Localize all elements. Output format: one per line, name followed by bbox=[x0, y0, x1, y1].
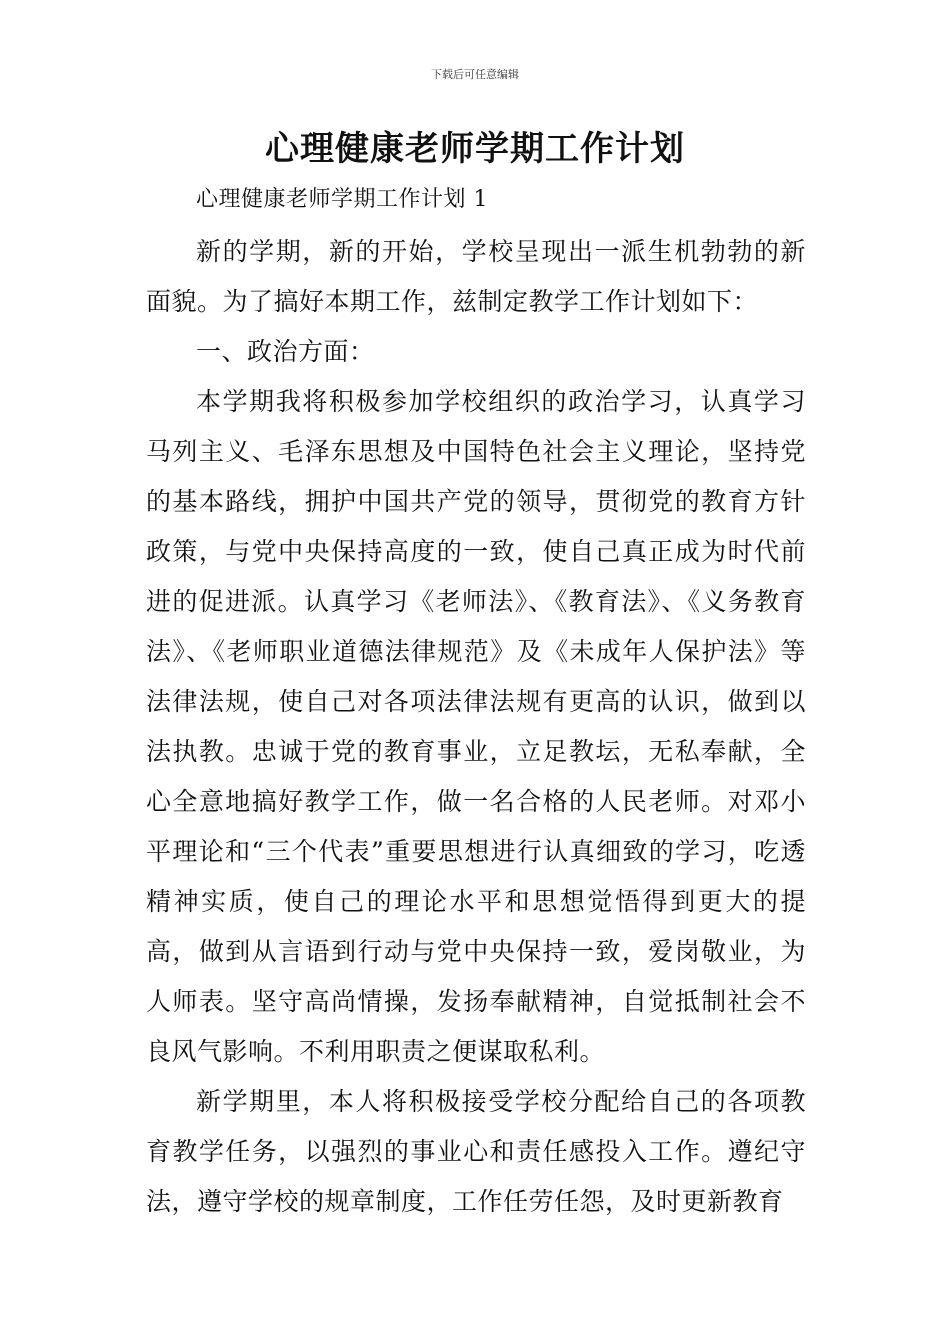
header-note: 下载后可任意编辑 bbox=[431, 68, 519, 81]
section-subtitle: 心理健康老师学期工作计划 1 bbox=[196, 187, 488, 212]
paragraph-new-term: 新学期里，本人将积极接受学校分配给自己的各项教育教学任务，以强烈的事业心和责任感投入工作。遵纪守法，遵守学校的规章制度，工作任劳任怨，及时更新教育 bbox=[146, 1087, 806, 1216]
paragraph-intro: 新的学期，新的开始，学校呈现出一派生机勃勃的新面貌。为了搞好本期工作，兹制定教学工作计划如下： bbox=[146, 237, 806, 316]
document-body bbox=[146, 177, 806, 1227]
document-title: 心理健康老师学期工作计划 bbox=[265, 129, 685, 169]
paragraph-heading-politics: 一、政治方面： bbox=[196, 337, 375, 366]
paragraph-politics-body: 本学期我将积极参加学校组织的政治学习，认真学习马列主义、毛泽东思想及中国特色社会主义理论，坚持党的基本路线，拥护中国共产党的领导，贯彻党的教育方针政策，与党中央保持高度的一致，使自己真正成为时代前进的促进派。认真学习《老师法》、《教育法》、《义务教育法》、《老师职业道德法律规范》及《未成年人保护法》等法律法规，使自己对各项法律法规有更高的认识，做到以法执教。忠诚于党的教育事业，立足教坛，无私奉献，全心全意地搞好教学工作，做一名合格的人民老师。对邓小平理论和“三个代表”重要思想进行认真细致的学习，吃透精神实质，使自己的理论水平和思想觉悟得到更大的提高，做到从言语到行动与党中央保持一致，爱岗敬业，为人师表。坚守高尚情操，发扬奉献精神，自觉抵制社会不良风气影响。不利用职责之便谋取私利。 bbox=[146, 387, 806, 1066]
